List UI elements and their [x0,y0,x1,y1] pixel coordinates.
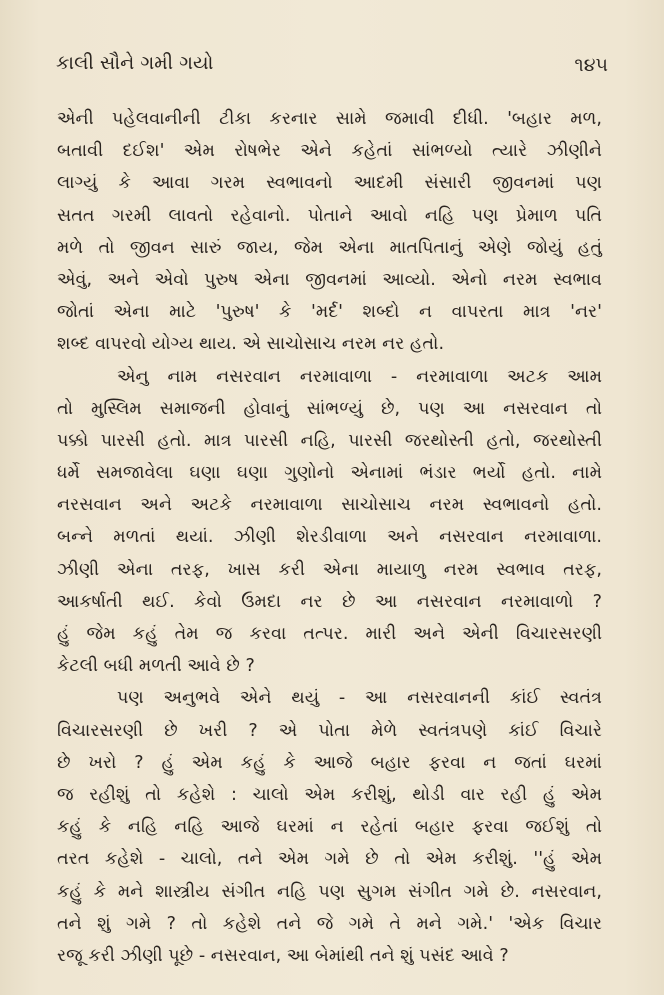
text-line: રજૂ કરી ઝીણી પૂછે - નસરવાન, આ બેમાંથી તને શું પસંદ આવે ? [57,945,509,966]
paragraph-1 [57,103,602,361]
text-line: પણ અનુભવે એને થયું - આ નસરવાનની કાંઈ સ્વતંત્ર [117,688,602,709]
text-line: શબ્દ વાપરવો યોગ્ય થાય. એ સાચોસાચ નરમ નર હતો. [57,334,445,355]
body-text [57,103,602,972]
text-line: હું જેમ કહું તેમ જ કરવા તત્પર. મારી અને એની વિચારસરણી [57,624,602,644]
text-line: તરત કહેશે - ચાલો, તને એમ ગમે છે તો એમ કરીશું. ''હું એમ [57,849,602,870]
text-line: છે ખરો ? હું એમ કહું કે આજે બહાર ફરવા ન જતાં ઘરમાં [57,752,602,773]
text-line: તને શું ગમે ? તો કહેશે તને જે ગમે તે મને ગમે.' 'એક વિચાર [57,913,602,934]
text-line: નરસવાન અને અટકે નરમાવાળા સાચોસાચ નરમ સ્વભાવનો હતો. [57,495,602,516]
text-line: એનુ નામ નસરવાન નરમાવાળા - નરમાવાળા અટક આમ [117,366,602,387]
paragraph-3 [57,682,602,972]
text-line: સતત ગરમી લાવતો રહેવાનો. પોતાને આવો નહિ પણ પ્રેમાળ પતિ [57,205,602,226]
text-line: બન્ને મળતાં થયાં. ઝીણી શેરડીવાળા અને નસરવાન નરમાવાળા. [57,527,602,548]
paragraph-2 [57,361,602,683]
text-line: કહું કે મને શાસ્ત્રીય સંગીત નહિ પણ સુગમ સંગીત ગમે છે. નસરવાન, [57,881,602,902]
text-line: એની પહેલવાનીની ટીકા કરનાર સામે જમાવી દીધી. 'બહાર મળ, [57,109,602,129]
text-line: કેટલી બધી મળતી આવે છે ? [57,656,255,677]
page-number: ૧૪૫ [574,54,608,76]
running-title: કાલી સૌને ગમી ગયો [56,52,214,74]
text-line: ઝીણી એના તરફ, ખાસ કરી એના માયાળુ નરમ સ્વભાવ તરફ, [57,559,602,580]
text-line: બતાવી દઈશ' એમ રોષભેર એને કહેતાં સાંભળ્યો ત્યારે ઝીણીને [57,141,602,162]
text-line: વિચારસરણી છે ખરી ? એ પોતા મેળે સ્વતંત્રપણે કાંઈ વિચારે [57,720,602,741]
text-line: આકર્ષાતી થઈ. કેવો ઉમદા નર છે આ નસરવાન નરમાવાળો ? [57,591,602,612]
page-header [56,52,608,82]
text-line: જ રહીશું તો કહેશે : ચાલો એમ કરીશું, થોડી વાર રહી હું એમ [57,784,602,805]
text-line: તો મુસ્લિમ સમાજની હોવાનું સાંભળ્યું છે, પણ આ નસરવાન તો [57,398,602,419]
text-line: ધર્મે સમજાવેલા ઘણા ઘણા ગુણોનો એનામાં ભંડાર ભર્યો હતો. નામે [57,463,602,484]
text-line: લાગ્યું કે આવા ગરમ સ્વભાવનો આદમી સંસારી જીવનમાં પણ [57,173,602,194]
text-line: પક્કો પારસી હતો. માત્ર પારસી નહિ, પારસી જરથોસ્તી હતો, જરથોસ્તી [57,430,602,451]
text-line: કહું કે નહિ નહિ આજે ઘરમાં ન રહેતાં બહાર ફરવા જઈશું તો [57,817,602,838]
text-line: જોતાં એના માટે 'પુરુષ' કે 'મર્દ' શબ્દો ન વાપરતા માત્ર 'નર' [57,302,602,323]
text-line: મળે તો જીવન સારું જાય, જેમ એના માતપિતાનું એણે જોયું હતું [57,237,602,258]
text-line: એવું, અને એવો પુરુષ એના જીવનમાં આવ્યો. એનો નરમ સ્વભાવ [57,269,602,290]
